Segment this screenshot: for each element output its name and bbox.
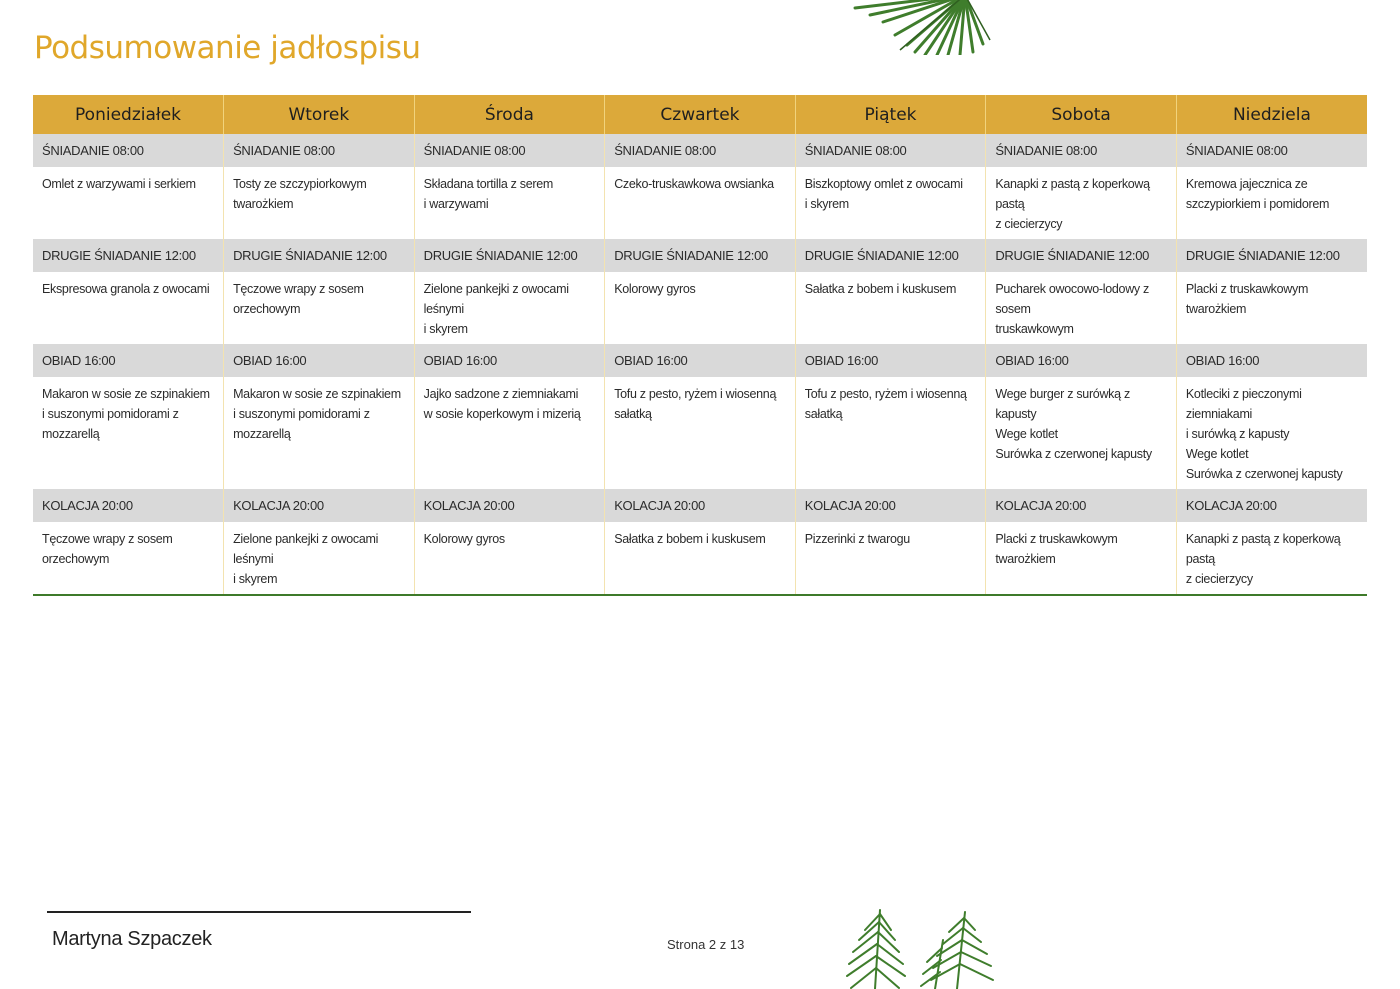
dish-text: Tęczowe wrapy z sosem xyxy=(233,282,364,296)
dish-text: i skyrem xyxy=(423,322,468,336)
dish-row xyxy=(33,167,1367,239)
dish-cell xyxy=(986,167,1177,239)
meal-label: KOLACJA 20:00 xyxy=(1176,489,1367,522)
meal-label: OBIAD 16:00 xyxy=(795,344,986,377)
day-header: Środa xyxy=(414,95,605,134)
dish-cell xyxy=(33,377,224,489)
meal-label-row xyxy=(33,134,1367,167)
day-header: Sobota xyxy=(986,95,1177,134)
meal-label: DRUGIE ŚNIADANIE 12:00 xyxy=(986,239,1177,272)
meal-label-row xyxy=(33,239,1367,272)
dish-text: Sałatka z bobem i kuskusem xyxy=(614,532,766,546)
dish-row xyxy=(33,377,1367,489)
dish-text: Czeko-truskawkowa owsianka xyxy=(614,177,774,191)
dish-text: Surówka z czerwonej kapusty xyxy=(1185,467,1343,481)
dish-row xyxy=(33,272,1367,344)
day-header: Poniedziałek xyxy=(33,95,224,134)
meal-label: KOLACJA 20:00 xyxy=(224,489,415,522)
meal-label-row xyxy=(33,489,1367,522)
meal-label: DRUGIE ŚNIADANIE 12:00 xyxy=(795,239,986,272)
dish-text: Kremowa jajecznica ze xyxy=(1185,177,1308,191)
dish-text: Wege burger z surówką z kapusty xyxy=(995,387,1130,421)
meal-plan-table xyxy=(33,95,1367,596)
dish-cell xyxy=(1176,377,1367,489)
meal-label: DRUGIE ŚNIADANIE 12:00 xyxy=(224,239,415,272)
dish-text: z ciecierzycy xyxy=(995,217,1063,231)
meal-label: KOLACJA 20:00 xyxy=(986,489,1177,522)
dish-text: Makaron w sosie ze szpinakiem xyxy=(42,387,210,401)
dish-text: orzechowym xyxy=(42,552,110,566)
dish-cell xyxy=(986,377,1177,489)
dish-text: Tęczowe wrapy z sosem xyxy=(42,532,173,546)
dish-text: Tofu z pesto, ryżem i wiosenną xyxy=(614,387,777,401)
dish-text: Tosty ze szczypiorkowym xyxy=(233,177,367,191)
dish-cell xyxy=(224,167,415,239)
meal-label: OBIAD 16:00 xyxy=(605,344,796,377)
day-header-row xyxy=(33,95,1367,134)
dish-text: Zielone pankejki z owocami leśnymi xyxy=(423,282,569,316)
meal-label: KOLACJA 20:00 xyxy=(795,489,986,522)
dish-cell xyxy=(33,167,224,239)
meal-label: ŚNIADANIE 08:00 xyxy=(1176,134,1367,167)
author-name: Martyna Szpaczek xyxy=(52,928,212,950)
dish-cell xyxy=(795,167,986,239)
day-header: Wtorek xyxy=(224,95,415,134)
meal-label: OBIAD 16:00 xyxy=(224,344,415,377)
dish-text: Biszkoptowy omlet z owocami xyxy=(804,177,963,191)
dish-cell xyxy=(605,167,796,239)
day-header: Niedziela xyxy=(1176,95,1367,134)
dish-text: Placki z truskawkowym twarożkiem xyxy=(995,532,1118,566)
dish-cell xyxy=(605,272,796,344)
meal-label: DRUGIE ŚNIADANIE 12:00 xyxy=(414,239,605,272)
meal-label: OBIAD 16:00 xyxy=(414,344,605,377)
dish-text: z ciecierzycy xyxy=(1185,572,1253,586)
day-header: Czwartek xyxy=(605,95,796,134)
dish-text: Pucharek owocowo-lodowy z sosem xyxy=(995,282,1150,316)
dish-text: Wege kotlet xyxy=(995,427,1058,441)
day-header: Piątek xyxy=(795,95,986,134)
dish-text: i skyrem xyxy=(804,197,849,211)
dish-text: Kolorowy gyros xyxy=(423,532,505,546)
dish-cell xyxy=(1176,272,1367,344)
dish-text: Wege kotlet xyxy=(1185,447,1249,461)
meal-label-row xyxy=(33,344,1367,377)
dish-text: w sosie koperkowym i mizerią xyxy=(423,407,581,421)
dish-text: Kanapki z pastą z koperkową pastą xyxy=(1185,532,1341,566)
dish-cell xyxy=(986,272,1177,344)
dish-text: Placki z truskawkowym twarożkiem xyxy=(1185,282,1309,316)
dish-cell xyxy=(224,272,415,344)
meal-label: ŚNIADANIE 08:00 xyxy=(795,134,986,167)
dish-cell xyxy=(224,522,415,595)
dish-text: Składana tortilla z serem xyxy=(423,177,553,191)
meal-label: DRUGIE ŚNIADANIE 12:00 xyxy=(1176,239,1367,272)
meal-label: OBIAD 16:00 xyxy=(33,344,224,377)
fern-leaf-icon xyxy=(835,900,1010,989)
page-number: Strona 2 z 13 xyxy=(667,937,745,952)
dish-cell xyxy=(414,272,605,344)
meal-label: ŚNIADANIE 08:00 xyxy=(224,134,415,167)
dish-cell xyxy=(414,167,605,239)
meal-label: OBIAD 16:00 xyxy=(1176,344,1367,377)
dish-cell xyxy=(795,272,986,344)
dish-text: Zielone pankejki z owocami leśnymi xyxy=(233,532,379,566)
meal-label: OBIAD 16:00 xyxy=(986,344,1177,377)
dish-cell xyxy=(605,377,796,489)
meal-label: ŚNIADANIE 08:00 xyxy=(33,134,224,167)
dish-cell xyxy=(1176,522,1367,595)
dish-text: orzechowym xyxy=(233,302,301,316)
dish-cell xyxy=(605,522,796,595)
meal-label: KOLACJA 20:00 xyxy=(33,489,224,522)
dish-text: Kolorowy gyros xyxy=(614,282,696,296)
meal-label: ŚNIADANIE 08:00 xyxy=(986,134,1177,167)
dish-cell xyxy=(414,377,605,489)
dish-text: Tofu z pesto, ryżem i wiosenną xyxy=(804,387,967,401)
dish-text: Ekspresowa granola z owocami xyxy=(42,282,210,296)
dish-text: Surówka z czerwonej kapusty xyxy=(995,447,1152,461)
dish-text: i suszonymi pomidorami z mozzarellą xyxy=(233,407,370,441)
dish-text: truskawkowym xyxy=(995,322,1074,336)
meal-label: KOLACJA 20:00 xyxy=(605,489,796,522)
dish-text: i surówką z kapusty xyxy=(1185,427,1290,441)
dish-text: Omlet z warzywami i serkiem xyxy=(42,177,196,191)
dish-text: Makaron w sosie ze szpinakiem xyxy=(233,387,401,401)
dish-text: i warzywami xyxy=(423,197,489,211)
dish-cell xyxy=(414,522,605,595)
dish-cell xyxy=(224,377,415,489)
dish-cell xyxy=(1176,167,1367,239)
page-title: Podsumowanie jadłospisu xyxy=(34,30,421,66)
dish-text: Pizzerinki z twarogu xyxy=(804,532,910,546)
meal-label: DRUGIE ŚNIADANIE 12:00 xyxy=(605,239,796,272)
dish-text: sałatką xyxy=(614,407,652,421)
dish-text: sałatką xyxy=(804,407,843,421)
meal-label: DRUGIE ŚNIADANIE 12:00 xyxy=(33,239,224,272)
dish-text: i skyrem xyxy=(233,572,278,586)
dish-text: Kotleciki z pieczonymi ziemniakami xyxy=(1185,387,1302,421)
dish-text: i suszonymi pomidorami z mozzarellą xyxy=(42,407,179,441)
meal-label: ŚNIADANIE 08:00 xyxy=(605,134,796,167)
dish-text: Sałatka z bobem i kuskusem xyxy=(804,282,957,296)
dish-cell xyxy=(795,522,986,595)
dish-cell xyxy=(33,272,224,344)
dish-cell xyxy=(33,522,224,595)
dish-cell xyxy=(986,522,1177,595)
dish-text: szczypiorkiem i pomidorem xyxy=(1185,197,1330,211)
palm-leaf-icon xyxy=(815,0,995,55)
meal-label: KOLACJA 20:00 xyxy=(414,489,605,522)
dish-text: Kanapki z pastą z koperkową pastą xyxy=(995,177,1150,211)
dish-text: twarożkiem xyxy=(233,197,294,211)
dish-text: Jajko sadzone z ziemniakami xyxy=(423,387,579,401)
dish-row xyxy=(33,522,1367,595)
dish-cell xyxy=(795,377,986,489)
meal-label: ŚNIADANIE 08:00 xyxy=(414,134,605,167)
signature-line xyxy=(47,911,471,913)
